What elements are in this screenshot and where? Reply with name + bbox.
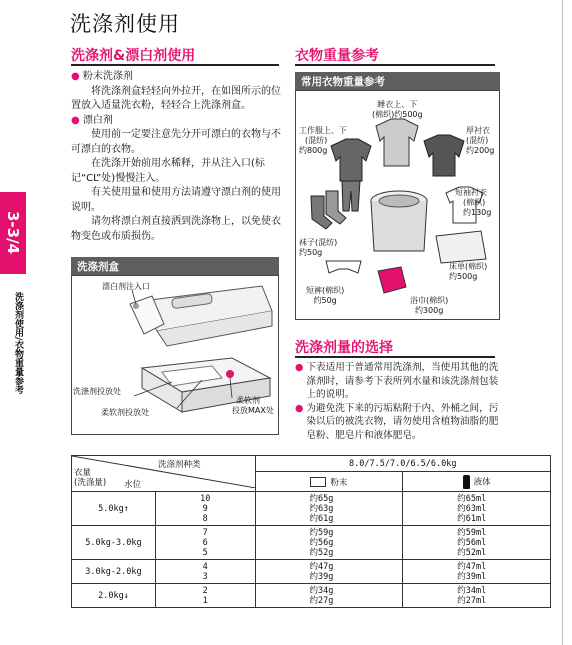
- softener-max-label-1: 柔软剂: [236, 396, 260, 405]
- table-row: [72, 584, 551, 608]
- amount-notes: [295, 361, 507, 442]
- label-pajamas: 睡衣上、下 (棉织)约500g: [372, 100, 423, 119]
- powder-cell: 约47g 约39g: [255, 560, 403, 584]
- section-number: 3-3/4: [4, 211, 22, 255]
- powder-cell: 约34g 约27g: [255, 584, 403, 608]
- detergent-slot-label: 洗涤剂投放处: [73, 387, 121, 396]
- bleach-inlet-label: 漂白剂注入口: [102, 282, 150, 291]
- label-work-clothes: 工作服上、下 (混纺) 约800g: [299, 126, 347, 155]
- table-row: [72, 492, 551, 526]
- powder-title: 粉末洗涤剂: [82, 71, 133, 82]
- level-header: 水位: [124, 480, 142, 490]
- note-1: 下表适用于普通常用洗涤剂，当使用其他的洗涤剂时，请参考下表所列水量和该洗涤剂包装上的说明。: [306, 362, 499, 400]
- label-sheet: 床单(棉织) 约500g: [449, 262, 488, 281]
- bullet-icon: ●: [295, 402, 307, 414]
- powder-box-icon: [310, 477, 326, 487]
- amount-heading: 洗涤剂量的选择: [295, 340, 393, 356]
- detergent-amount-table: [71, 455, 551, 608]
- load-cell: 5.0kg-3.0kg: [72, 526, 156, 560]
- bleach-text-2: 在洗涤开始前用水稀释，并从注入口(标记“CL”处)慢慢注入。: [71, 158, 265, 184]
- detergent-bleach-heading: 洗涤剂&漂白剂使用: [71, 48, 196, 64]
- bleach-text-4: 请勿将漂白剂直接洒到洗涤物上，以免使衣物变色或布质损伤。: [71, 216, 281, 242]
- bleach-text-3: 有关使用量和使用方法请遵守漂白剂的使用说明。: [71, 187, 281, 213]
- liquid-cell: 约65ml 约63ml 约61ml: [403, 492, 551, 526]
- table-row: [72, 526, 551, 560]
- clothes-weight-heading: 衣物重量参考: [295, 48, 379, 64]
- table-row: [72, 560, 551, 584]
- bullet-icon: ●: [71, 114, 80, 126]
- label-short-shirt: 短袖衬衣 (棉织) 约130g: [455, 188, 492, 217]
- label-towel: 浴巾(棉织) 约300g: [410, 296, 449, 315]
- heading-underline: [295, 64, 495, 66]
- heading-underline: [295, 356, 495, 358]
- note-2: 为避免洗下来的污垢粘附于内、外桶之间，污染以后的被洗衣物，请勿使用含植物油脂的肥皂粉、肥皂片和液体肥皂。: [306, 402, 499, 441]
- model-header: 8.0/7.5/7.0/6.5/6.0kg: [255, 456, 550, 472]
- softener-max-label-2: 投放MAX处: [232, 406, 274, 415]
- kind-header: 洗涤剂种类: [158, 460, 201, 470]
- label-socks: 袜子(混纺) 约50g: [299, 238, 338, 257]
- page-title: 洗涤剂使用: [70, 12, 180, 36]
- page-edge-line: [562, 0, 563, 645]
- label-thick-shirt: 厚衬衣 (混纺) 约200g: [466, 126, 495, 155]
- powder-cell: 约59g 约56g 约52g: [255, 526, 403, 560]
- table-corner-cell: [72, 456, 256, 492]
- powder-header-cell: 粉末: [255, 472, 403, 492]
- liquid-cell: 约59ml 约56ml 约52ml: [403, 526, 551, 560]
- powder-section: [71, 70, 283, 244]
- liquid-cell: 约47ml 约39ml: [403, 560, 551, 584]
- load-header: 衣量 (洗涤量): [74, 468, 107, 488]
- level-cell: 4 3: [155, 560, 255, 584]
- liquid-bottle-icon: [463, 475, 470, 489]
- bullet-icon: ●: [295, 362, 307, 373]
- detergent-box-title: 洗涤剂盒: [71, 257, 279, 275]
- liquid-header-cell: 液体: [403, 472, 551, 492]
- weight-box-title: 常用衣物重量参考: [295, 72, 500, 90]
- load-cell: 5.0kg↑: [72, 492, 156, 526]
- powder-text: 将洗涤剂盒轻轻向外拉开，在如图所示的位置放入适量洗衣粉，轻轻合上洗涤剂盒。: [71, 85, 281, 111]
- powder-cell: 约65g 约63g 约61g: [255, 492, 403, 526]
- level-cell: 2 1: [155, 584, 255, 608]
- load-cell: 2.0kg↓: [72, 584, 156, 608]
- bleach-title: 漂白剂: [82, 114, 113, 126]
- level-cell: 10 9 8: [155, 492, 255, 526]
- heading-underline: [71, 64, 279, 66]
- bullet-icon: ●: [71, 71, 80, 82]
- liquid-cell: 约34ml 约27ml: [403, 584, 551, 608]
- label-shorts: 短裤(棉织) 约50g: [306, 286, 345, 305]
- section-label: 洗涤剂使用/衣物重量参考: [13, 291, 23, 395]
- level-cell: 7 6 5: [155, 526, 255, 560]
- bleach-text-1: 使用前一定要注意先分开可漂白的衣物与不可漂白的衣物。: [71, 129, 281, 155]
- load-cell: 3.0kg-2.0kg: [72, 560, 156, 584]
- softener-slot-label: 柔软剂投放处: [101, 408, 149, 417]
